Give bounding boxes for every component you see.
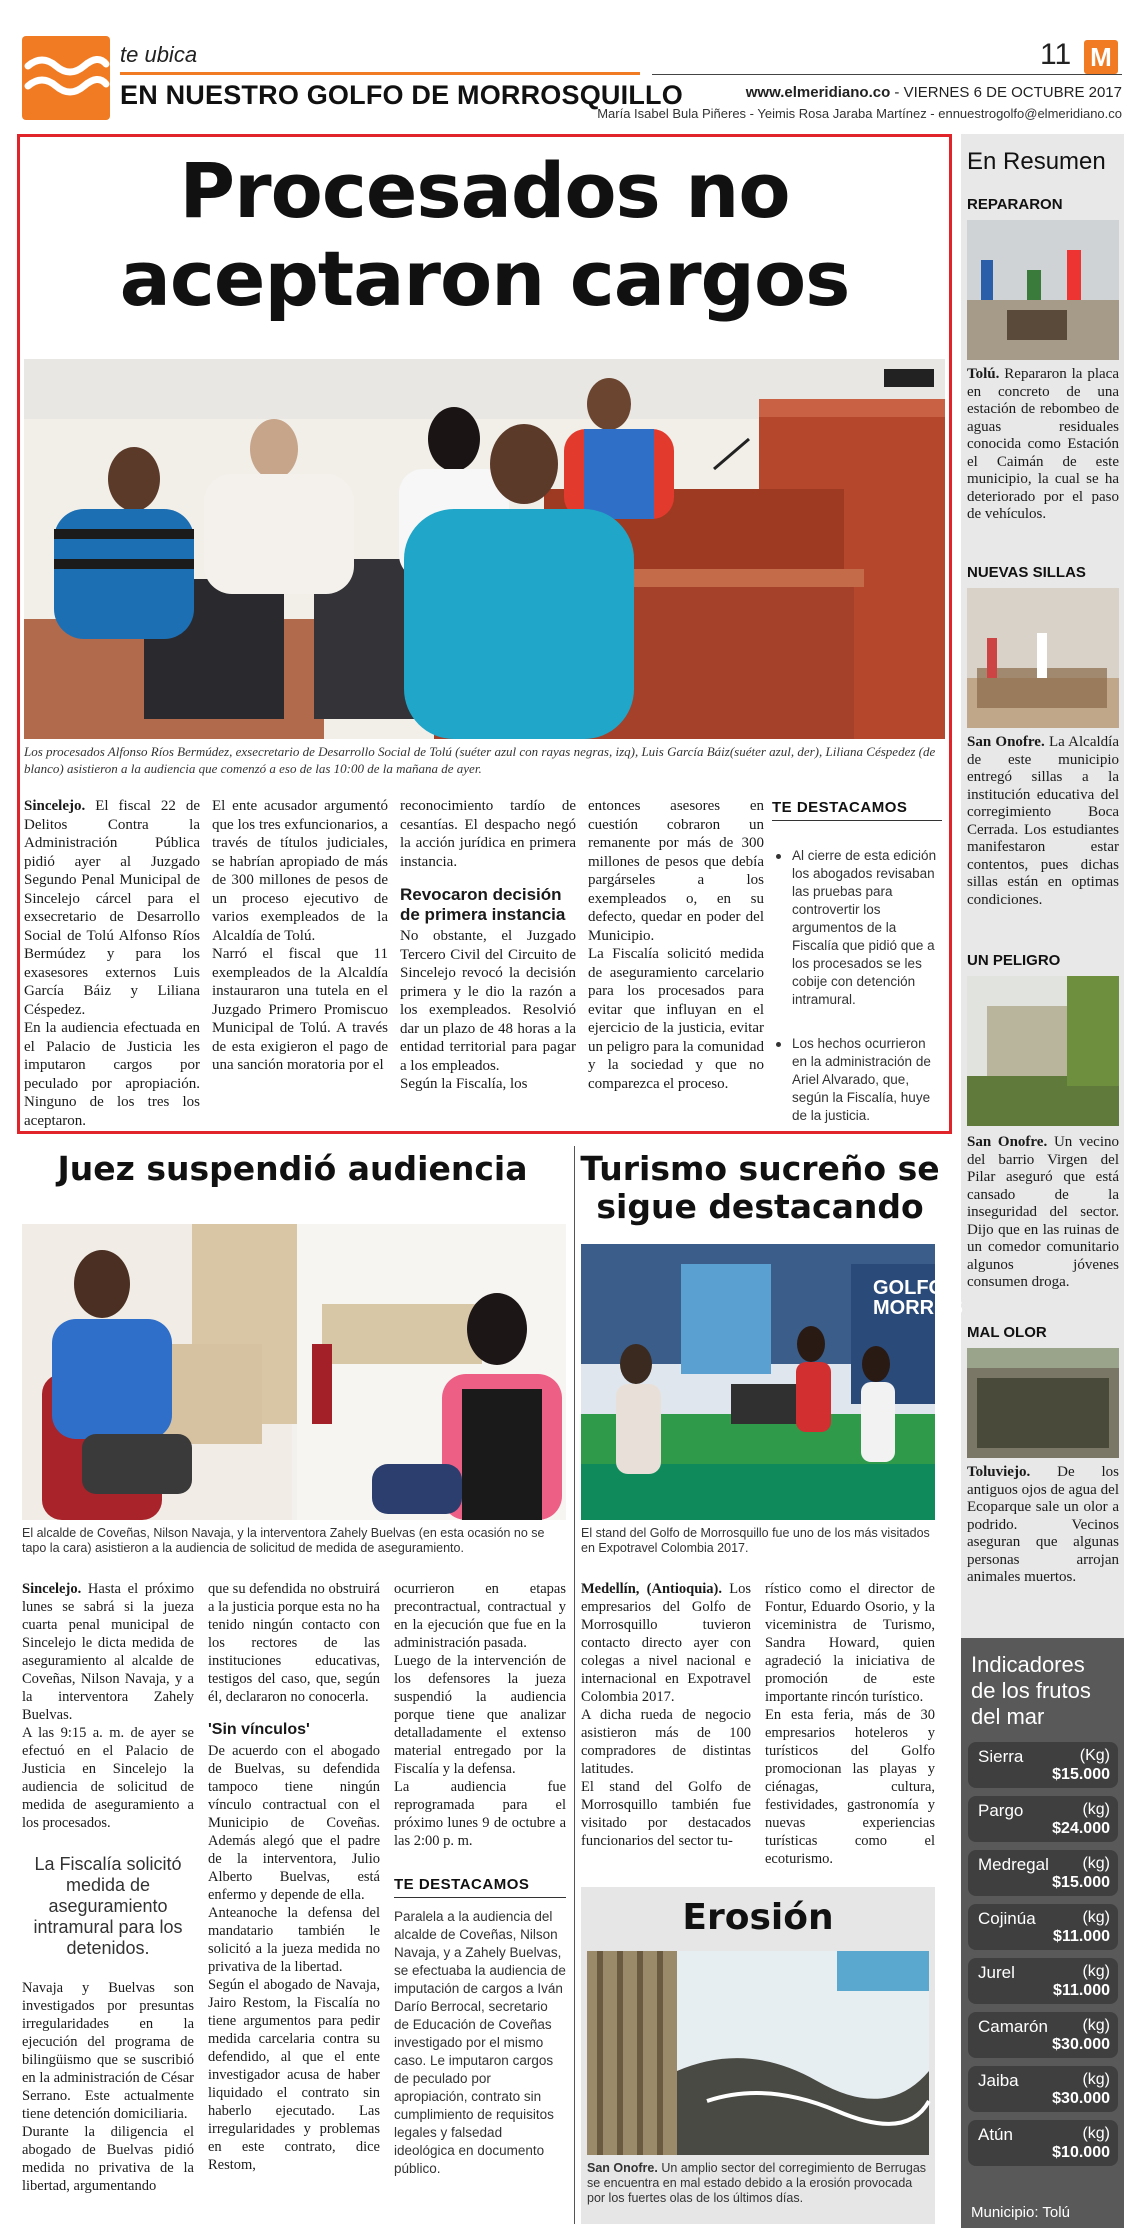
main-destacamos-item: Al cierre de esta edición los abogados revisaban las pruebas para controvertir los argumentos de la Fiscalía que pidió que a los procesados se les cobije con detención intramural. bbox=[772, 847, 942, 1009]
juez-pull-quote: La Fiscalía solicitó medida de aseguramiento intramural para los detenidos. bbox=[33, 1854, 183, 1958]
erosion-caption-text: Un amplio sector del corregimiento de Berrugas se encuentra en mal estado debido a la erosión provocada por los fuertes olas de los últimos días. bbox=[587, 2161, 927, 2205]
fish-name: Pargo bbox=[978, 1801, 1024, 1820]
main-col3-p1: reconocimiento tardío de cesantías. El despacho negó la acción jurídica en primera instancia. bbox=[400, 798, 576, 870]
main-headline bbox=[20, 147, 949, 323]
fish-unit: (kg) bbox=[1082, 1963, 1110, 1980]
main-col1-p2: En la audiencia efectuada en el Palacio de Justicia les imputaron cargos por peculado por apropiación. Ninguno de los tres los aceptaron. bbox=[24, 1020, 200, 1129]
header-orange-rule bbox=[120, 72, 640, 75]
fish-price: $24.000 bbox=[1052, 1820, 1110, 1837]
turismo-c2-p1: rístico como el director de Fontur, Eduardo Osorio, y la viceministra de Turismo, Sandra Howard, quien agradeció la iniciativa de promoción de este importante rincón turístico. bbox=[765, 1581, 935, 1705]
fish-price: $30.000 bbox=[1052, 2090, 1110, 2107]
price-row bbox=[968, 2012, 1118, 2058]
resumen-item-place: San Onofre. bbox=[967, 734, 1045, 750]
fish-unit: (kg) bbox=[1082, 1801, 1110, 1818]
main-photo-caption: Los procesados Alfonso Ríos Bermúdez, exsecretario de Desarrollo Social de Tolú (suéter azul con rayas negras, izq), Luis García Báiz(suéter azul, der), Liliana Céspedez (de blanco) asistieron a la audiencia que comenzó a eso de las 10:00 de la mañana de ayer. bbox=[24, 744, 936, 776]
header-rule bbox=[652, 74, 1122, 75]
fish-name: Atún bbox=[978, 2125, 1013, 2144]
turismo-col-2 bbox=[765, 1580, 935, 1868]
juez-c2-p1: que su defendida no obstruirá a la justicia porque esta no ha tenido ningún contacto con los rectores de las instituciones educativas, testigos del caso, que, según él, declararon no conocerla. bbox=[208, 1581, 380, 1705]
fish-unit: (kg) bbox=[1082, 2071, 1110, 2088]
price-row bbox=[968, 2066, 1118, 2112]
fish-price: $10.000 bbox=[1052, 2144, 1110, 2161]
main-col2-p1: El ente acusador argumentó que los tres exfuncionarios, a través de títulos judiciales, se habrían apropiado de más de 300 millones de pesos de un proceso ejecutivo de varios exempleados de la Alcaldía de Tolú. bbox=[212, 798, 388, 944]
resumen-item-text bbox=[967, 1134, 1119, 1292]
waste-photo bbox=[967, 1348, 1119, 1458]
resumen-item-body: La Alcaldía de este municipio entregó sillas a la institución educativa del corregimiento Boca Cerrada. Los estudiantes manifestaron estar contentos, pues dichas sillas están en optimas condiciones. bbox=[967, 734, 1119, 908]
juez-photo bbox=[22, 1224, 566, 1520]
price-row bbox=[968, 1904, 1118, 1950]
erosion-box bbox=[581, 1887, 935, 2224]
juez-headline: Juez suspendió audiencia bbox=[57, 1149, 528, 1188]
turismo-photo bbox=[581, 1244, 963, 1520]
fish-unit: (Kg) bbox=[1079, 1747, 1110, 1764]
main-col4-p2: La Fiscalía solicitó medida de aseguramiento carcelario para los procesados para evitar que influyan en el ejercicio de la justicia, evitar un peligro para la comunidad y la sociedad y que no comparezca el proceso. bbox=[588, 946, 764, 1092]
main-headline-line-2: aceptaron cargos bbox=[119, 234, 850, 323]
main-col-1 bbox=[24, 797, 200, 1130]
repair-photo bbox=[967, 220, 1119, 360]
juez-c1-p3: Navaja y Buelvas son investigados por presuntas irregularidades en la ejecución del programa de bilingüismo que se suscribió en la administración de César Serrano. Este actualmente tiene detención domiciliaria. bbox=[22, 1980, 194, 2122]
turismo-banner-line-1: GOLFO bbox=[873, 1277, 945, 1299]
resumen-item-text bbox=[967, 1464, 1119, 1587]
turismo-lead-place: Medellín, (Antioquia). bbox=[581, 1581, 722, 1597]
dateline bbox=[746, 84, 1122, 101]
juez-c3-p3: La audiencia fue reprogramada para el próximo lunes 9 de octubre a las 2:00 p. m. bbox=[394, 1779, 566, 1849]
juez-lead-place: Sincelejo. bbox=[22, 1581, 82, 1597]
main-story-frame bbox=[17, 134, 952, 1134]
price-row bbox=[968, 2120, 1118, 2166]
fish-name: Sierra bbox=[978, 1747, 1024, 1766]
site-url[interactable]: www.elmeridiano.co bbox=[745, 84, 891, 101]
fish-name: Camarón bbox=[978, 2017, 1048, 2036]
main-col-3 bbox=[400, 797, 576, 1094]
juez-c2-p3: Anteanoche la defensa del mandatario también le solicitó a la jueza medida no privativa de la libertad. bbox=[208, 1905, 380, 1975]
juez-col-1 bbox=[22, 1580, 194, 2195]
juez-subhead: 'Sin vínculos' bbox=[208, 1721, 310, 1738]
fish-price: $11.000 bbox=[1053, 1982, 1110, 1999]
main-col-2 bbox=[212, 797, 388, 1075]
fish-unit: (kg) bbox=[1082, 2125, 1110, 2142]
fish-price: $11.000 bbox=[1053, 1928, 1110, 1945]
turismo-banner-text bbox=[873, 1278, 963, 1318]
turismo-c1-p2: A dicha rueda de negocio asistieron más de 100 compradores de distintas latitudes. bbox=[581, 1707, 751, 1777]
courtroom-photo bbox=[24, 359, 945, 739]
main-col2-p2: Narró el fiscal que 11 exempleados de la Alcaldía instauraron una tutela en el Juzgado Primero Promiscuo Municipal de Tolú. A través de esta exigieron el pago de una sanción moratoria por el bbox=[212, 946, 388, 1073]
resumen-item-text bbox=[967, 734, 1119, 909]
main-col1-p1: El fiscal 22 de Delitos Contra la Administración Pública pidió ayer al Juzgado Segundo Penal Municipal de Sincelejo cárcel para el exsecretario de Desarrollo Social de Tolú Alfonso Ríos Bermúdez y para los exasesores externos Luis García Báiz y Liliana Céspedez. bbox=[24, 798, 200, 1018]
fish-unit: (kg) bbox=[1082, 1855, 1110, 1872]
section-title: EN NUESTRO GOLFO DE MORROSQUILLO bbox=[120, 80, 683, 110]
turismo-photo-caption: El stand del Golfo de Morrosquillo fue uno de los más visitados en Expotravel Colombia 2017. bbox=[581, 1526, 930, 1555]
price-row bbox=[968, 1742, 1118, 1788]
juez-col-2 bbox=[208, 1580, 380, 2174]
chairs-photo bbox=[967, 588, 1119, 728]
juez-destacamos-text: Paralela a la audiencia del alcalde de Coveñas, Nilson Navaja, y a Zahely Buelvas, se efectuaba la audiencia de imputación de cargos a Iván Darío Berrocal, secretario de Educación de Coveñas investigado por el mismo caso. Le imputaron cargos de peculado por apropiación, contrato sin cumplimiento de requisitos legales y falsedad ideológica en documento público. bbox=[394, 1909, 566, 2176]
erosion-place: San Onofre. bbox=[587, 2161, 658, 2175]
resumen-item-body: De los antiguos ojos de agua del Ecoparque sale un olor a podrido. Vecinos aseguran que algunas personas arrojan animales muertos. bbox=[967, 1464, 1119, 1585]
ruins-photo bbox=[967, 976, 1119, 1126]
juez-c1-p4: Durante la diligencia el abogado de Buelvas pidió medida no privativa de la libertad, argumentando bbox=[22, 2124, 194, 2194]
resumen-item-place: San Onofre. bbox=[967, 1134, 1048, 1150]
juez-destacamos-title: TE DESTACAMOS bbox=[394, 1876, 566, 1898]
erosion-caption bbox=[587, 2161, 929, 2206]
main-destacamos-item: Los hechos ocurrieron en la administración de Ariel Alvarado, que, según la Fiscalía, huye de la justicia. bbox=[772, 1035, 942, 1125]
juez-photo-caption: El alcalde de Coveñas, Nilson Navaja, y la interventora Zahely Buelvas (en esta ocasión no se tapo la cara) asistieron a la audiencia de solicitud de medida de aseguramiento. bbox=[22, 1526, 545, 1555]
turismo-c1-p1: Los empresarios del Golfo de Morrosquillo tuvieron contacto directo ayer con colegas a nivel nacional e internacional en Expotravel Colombia 2017. bbox=[581, 1581, 752, 1705]
turismo-banner-line-2: MORROS bbox=[873, 1297, 963, 1319]
indicadores-footer: Municipio: Tolú bbox=[971, 2204, 1070, 2221]
fish-unit: (kg) bbox=[1082, 2017, 1110, 2034]
erosion-photo bbox=[587, 1951, 929, 2155]
resumen-item-place: Tolú. bbox=[967, 366, 1000, 382]
main-lead-place: Sincelejo. bbox=[24, 798, 86, 814]
resumen-item-head: UN PELIGRO bbox=[967, 952, 1061, 969]
turismo-headline-line-2: sigue destacando bbox=[596, 1187, 924, 1226]
erosion-title: Erosión bbox=[682, 1897, 834, 1938]
resumen-item-body: Repararon la placa en concreto de una estación de rebombeo de aguas residuales conocida como Estación el Caimán de este municipio, la cual se ha deteriorado por el paso de vehículos. bbox=[967, 366, 1119, 522]
wave-logo-icon bbox=[22, 36, 110, 120]
fish-name: Cojinúa bbox=[978, 1909, 1036, 1928]
fish-name: Jurel bbox=[978, 1963, 1015, 1982]
fish-price: $15.000 bbox=[1052, 1766, 1110, 1783]
indicadores-box bbox=[961, 1638, 1124, 2228]
fish-unit: (kg) bbox=[1082, 1909, 1110, 1926]
fish-name: Medregal bbox=[978, 1855, 1049, 1874]
main-subhead: Revocaron decisión de primera instancia bbox=[400, 885, 566, 924]
juez-c3-p2: Luego de la intervención de los defensores la jueza suspendió la audiencia porque tiene que analizar detalladamente el extenso material entregado por la Fiscalía y la defensa. bbox=[394, 1653, 566, 1777]
turismo-c1-p3: El stand del Golfo de Morrosquillo también fue visitado por destacados funcionarios del sector tu- bbox=[581, 1779, 751, 1849]
turismo-headline-line-1: Turismo sucreño se bbox=[580, 1149, 940, 1188]
fish-name: Jaiba bbox=[978, 2071, 1019, 2090]
main-destacamos-list bbox=[772, 847, 942, 1151]
price-row bbox=[968, 1796, 1118, 1842]
juez-c1-p2: A las 9:15 a. m. de ayer se efectuó en el Palacio de Justicia en Sincelejo la audiencia de solicitud de medida de aseguramiento a los procesados. bbox=[22, 1725, 194, 1831]
main-col3-p3: Según la Fiscalía, los bbox=[400, 1076, 528, 1092]
resumen-title: En Resumen bbox=[967, 148, 1106, 175]
juez-c3-p1: ocurrieron en etapas precontractual, contractual y en la ejecución que fue en la administración pasada. bbox=[394, 1581, 566, 1651]
te-ubica-label: te ubica bbox=[120, 42, 198, 67]
page-header bbox=[22, 36, 1122, 130]
price-row bbox=[968, 1850, 1118, 1896]
juez-c1-p1: Hasta el próximo lunes se sabrá si la jueza cuarta penal municipal de Sincelejo le dicta medida de aseguramiento al alcalde de Coveñas, Nilson Navaja, y a la interventora Zahely Buelvas. bbox=[22, 1581, 194, 1723]
resumen-item-text bbox=[967, 366, 1119, 524]
main-destacamos-title: TE DESTACAMOS bbox=[772, 799, 942, 821]
price-row bbox=[968, 1958, 1118, 2004]
juez-c2-p2: De acuerdo con el abogado de Buelvas, su defendida tampoco tiene ningún vínculo contractual con el Municipio de Coveñas. Además alegó que el padre de la interventora, Julio Alberto Buelvas, está enfermo y depende de ella. bbox=[208, 1743, 380, 1903]
fish-price: $30.000 bbox=[1052, 2036, 1110, 2053]
main-col4-p1: entonces asesores en cuestión cobraron un remanente por más de 300 millones de pesos que debía pargárseles a los exempleados o, en su defecto, quedar en poder del Municipio. bbox=[588, 798, 764, 944]
column-divider bbox=[574, 1146, 575, 2224]
turismo-headline bbox=[580, 1150, 940, 1226]
resumen-item-head: REPARARON bbox=[967, 196, 1063, 213]
main-col-4 bbox=[588, 797, 764, 1093]
main-headline-line-1: Procesados no bbox=[179, 146, 790, 235]
main-col3-p2: No obstante, el Juzgado Tercero Civil del Circuito de Sincelejo revocó la decisión primera y le dio la razón a los exempleados. Resolvió dar un plazo de 48 horas a la entidad territorial para pagar a los empleados. bbox=[400, 928, 576, 1074]
turismo-c2-p2: En esta feria, más de 30 empresarios hoteleros y turísticos del Golfo promocionan las playas y ciénagas, cultura, festividades, gastronomía y nuevas experiencias turísticas como el ecoturismo. bbox=[765, 1707, 935, 1867]
juez-col-3 bbox=[394, 1580, 566, 1850]
meridiano-logo-icon: M bbox=[1084, 40, 1118, 74]
page-number: 11 bbox=[1040, 38, 1072, 71]
resumen-item-head: NUEVAS SILLAS bbox=[967, 564, 1086, 581]
resumen-item-body: Un vecino del barrio Virgen del Pilar aseguró que está cansado de la inseguridad del sector. Dijo que en las ruinas de un comedor comunitario algunos jóvenes consumen droga. bbox=[967, 1134, 1119, 1290]
issue-date: - VIERNES 6 DE OCTUBRE 2017 bbox=[890, 84, 1122, 101]
indicadores-title: Indicadores de los frutos del mar bbox=[971, 1652, 1091, 1729]
turismo-col-1 bbox=[581, 1580, 751, 1850]
juez-c2-p4: Según el abogado de Navaja, Jairo Restom, la Fiscalía no tiene argumentos para pedir medida carcelaria contra su defendido, al que el ente investigador acusa de haber liquidado el contrato sin haberlo ejecutado. Las irregularidades y problemas en este contrato, dice Restom, bbox=[208, 1977, 380, 2173]
authors-line: María Isabel Bula Piñeres - Yeimis Rosa Jaraba Martínez - ennuestrogolfo@elmeridiano.co bbox=[597, 106, 1122, 121]
fish-price: $15.000 bbox=[1052, 1874, 1110, 1891]
resumen-item-head: MAL OLOR bbox=[967, 1324, 1047, 1341]
resumen-item-place: Toluviejo. bbox=[967, 1464, 1031, 1480]
